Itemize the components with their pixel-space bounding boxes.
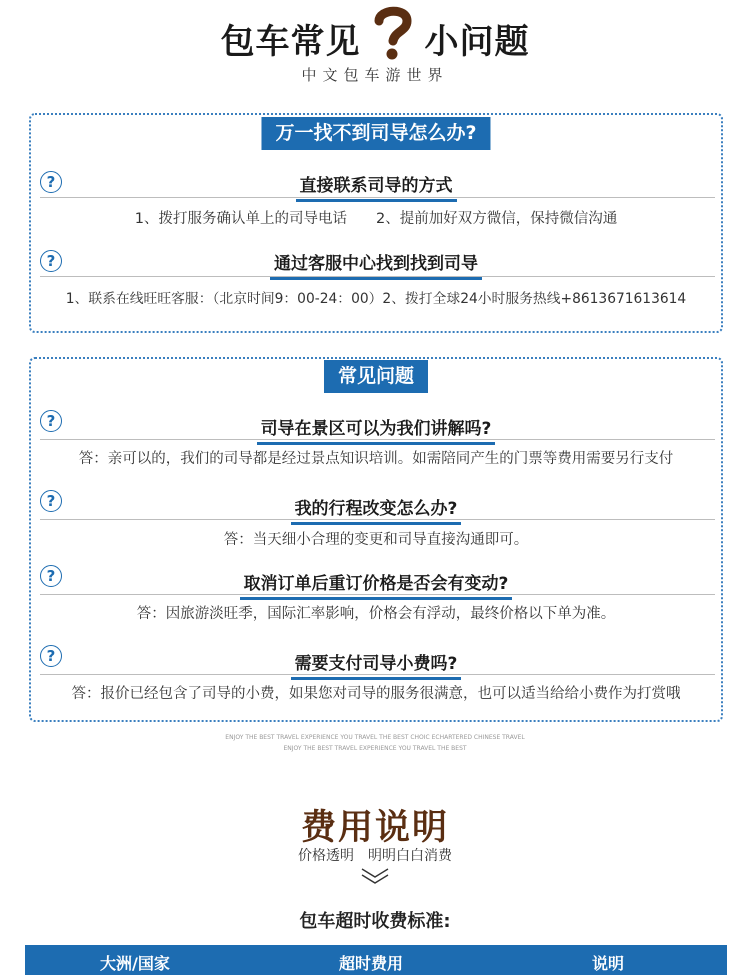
- tagline-line2: ENJOY THE BEST TRAVEL EXPERIENCE YOU TRAVEL THE BEST: [283, 745, 467, 752]
- question-title: 我的行程改变怎么办?: [31, 494, 721, 525]
- fee-section-subtitle: 价格透明 明明白白消费: [298, 848, 452, 864]
- answer-text: 答：因旅游淡旺季，国际汇率影响，价格会有浮动，最终价格以下单为准。: [136, 606, 616, 622]
- tagline-line1: ENJOY THE BEST TRAVEL EXPERIENCE YOU TRAVEL THE BEST CHOIC ECHARTERED CHINESE TRAVEL: [225, 734, 525, 741]
- question-title: 直接联系司导的方式: [31, 171, 721, 202]
- question-circle-icon: ?: [40, 565, 62, 587]
- overtime-fee-standard-heading: 包车超时收费标准:: [299, 911, 451, 932]
- header-title-right: 小问题: [424, 21, 530, 62]
- header-title-left: 包车常见: [220, 21, 361, 62]
- question-circle-icon: ?: [40, 410, 62, 432]
- panel-title-faq: 常见问题: [324, 360, 428, 393]
- answer-text: 答：报价已经包含了司导的小费，如果您对司导的服务很满意，也可以适当给给小费作为打赏哦: [71, 686, 681, 702]
- divider: [40, 276, 715, 277]
- question-title: 通过客服中心找到找到司导: [31, 249, 721, 280]
- question-circle-icon: ?: [40, 645, 62, 667]
- divider: [40, 439, 715, 440]
- col-header-region: 大洲/国家: [100, 954, 170, 973]
- col-header-notes: 说明: [592, 954, 625, 973]
- question-title: 需要支付司导小费吗?: [31, 649, 721, 680]
- page-header-title: [0, 14, 750, 62]
- question-circle-icon: ?: [40, 490, 62, 512]
- double-chevron-down-icon: [359, 866, 391, 884]
- panel-title-driver-missing: 万一找不到司导怎么办?: [261, 117, 490, 150]
- panel-driver-missing: [29, 113, 723, 333]
- fee-section-title: 费用说明: [300, 808, 449, 848]
- divider: [40, 594, 715, 595]
- divider: [40, 197, 715, 198]
- answer-text: 答：亲可以的，我们的司导都是经过景点知识培训。如需陪同产生的门票等费用需要另行支付: [78, 451, 674, 467]
- panel-faq: [29, 357, 723, 722]
- fee-table-header: [25, 945, 727, 975]
- question-title: 取消订单后重订价格是否会有变动?: [31, 569, 721, 600]
- col-header-fee: 超时费用: [339, 954, 404, 973]
- question-circle-icon: ?: [40, 171, 62, 193]
- answer-text: 1、拨打服务确认单上的司导电话 2、提前加好双方微信，保持微信沟通: [134, 211, 618, 227]
- question-mark-icon: [371, 5, 415, 61]
- divider: [40, 519, 715, 520]
- answer-text: 1、联系在线旺旺客服：（北京时间9：00-24：00）2、拨打全球24小时服务热线+8613671613614: [65, 291, 687, 307]
- answer-text: 答：当天细小合理的变更和司导直接沟通即可。: [223, 532, 529, 548]
- question-title: 司导在景区可以为我们讲解吗?: [31, 414, 721, 445]
- question-circle-icon: ?: [40, 250, 62, 272]
- header-subtitle: 中文包车游世界: [301, 66, 449, 84]
- divider: [40, 674, 715, 675]
